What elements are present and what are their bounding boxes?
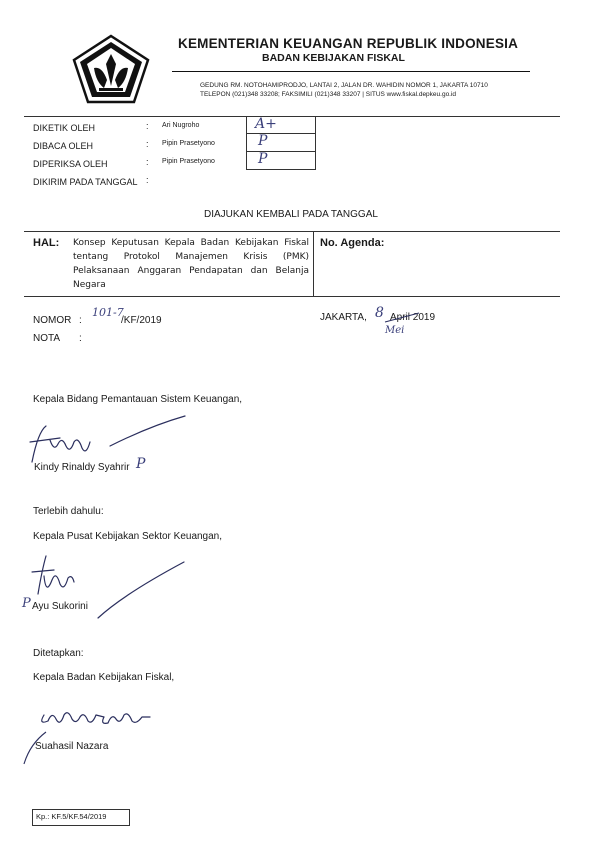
- routing-name-checked: Pipin Prasetyono: [162, 158, 215, 165]
- routing-colon: :: [146, 157, 149, 167]
- letter-month-year: April 2019: [390, 312, 436, 323]
- subject-line-2: tentang Protokol Manajemen Krisis (PMK): [73, 252, 309, 262]
- initial-typed: A+: [255, 116, 277, 132]
- subject-line-1: Konsep Keputusan Kepala Badan Kebijakan Fiskal: [73, 238, 309, 248]
- letter-date-note: Mei: [385, 325, 405, 336]
- address-line-2: TELEPON (021)348 33208; FAKSIMILI (021)348 33207 | SITUS www.fiskal.depkeu.go.id: [200, 91, 457, 98]
- nota-label: NOTA: [33, 333, 61, 344]
- agency-logo: [72, 34, 150, 104]
- routing-label-typed: DIKETIK OLEH: [33, 123, 96, 133]
- signer1-title: Kepala Bidang Pemantauan Sistem Keuangan,: [33, 394, 243, 405]
- routing-colon: :: [146, 139, 149, 149]
- signer3-name: Suahasil Nazara: [35, 741, 109, 752]
- agency-name: BADAN KEBIJAKAN FISKAL: [262, 52, 405, 64]
- subject-label: HAL:: [33, 237, 60, 249]
- signer2-initial: P: [22, 596, 31, 611]
- routing-label-sent: DIKIRIM PADA TANGGAL: [33, 177, 138, 187]
- subject-divider: [313, 231, 314, 296]
- nomor-handwritten: 101-7: [92, 306, 124, 319]
- agenda-label: No. Agenda:: [320, 237, 385, 249]
- nomor-suffix: /KF/2019: [121, 315, 162, 326]
- signer1-initial: P: [136, 456, 146, 472]
- decided-label: Ditetapkan:: [33, 648, 84, 659]
- footer-code: Kp.: KF.5/KF.54/2019: [36, 812, 107, 821]
- signer1-name: Kindy Rinaldy Syahrir: [34, 462, 130, 473]
- prior-label: Terlebih dahulu:: [33, 506, 104, 517]
- signer2-name: Ayu Sukorini: [32, 601, 88, 612]
- resubmit-label: DIAJUKAN KEMBALI PADA TANGGAL: [204, 209, 378, 220]
- signer3-title: Kepala Badan Kebijakan Fiskal,: [33, 672, 175, 683]
- routing-label-read: DIBACA OLEH: [33, 141, 94, 151]
- letter-place: JAKARTA,: [320, 312, 367, 323]
- date-strike-mark: [383, 310, 423, 326]
- nota-colon: :: [79, 333, 82, 344]
- initial-read: P: [258, 133, 268, 149]
- routing-name-read: Pipin Prasetyono: [162, 140, 215, 147]
- address-line-1: GEDUNG RM. NOTOHAMIPRODJO, LANTAI 2, JALAN DR. WAHIDIN NOMOR 1, JAKARTA 10710: [200, 82, 488, 89]
- signature-3: [34, 695, 174, 735]
- initials-divider: [246, 133, 315, 134]
- nomor-label: NOMOR: [33, 315, 72, 326]
- routing-colon: :: [146, 175, 149, 185]
- initial-checked: P: [258, 151, 268, 167]
- subject-line-4: Negara: [73, 280, 106, 290]
- routing-label-checked: DIPERIKSA OLEH: [33, 159, 108, 169]
- ministry-name: KEMENTERIAN KEUANGAN REPUBLIK INDONESIA: [178, 36, 519, 51]
- signer2-title: Kepala Pusat Kebijakan Sektor Keuangan,: [33, 531, 223, 542]
- initials-divider: [246, 151, 315, 152]
- letter-day: 8: [375, 305, 384, 321]
- subject-line-3: Pelaksanaan Anggaran Pendapatan dan Belanja: [73, 266, 309, 276]
- routing-colon: :: [146, 121, 149, 131]
- routing-name-typed: Ari Nugroho: [162, 122, 200, 129]
- header-rule: [172, 71, 530, 72]
- nomor-colon: :: [79, 315, 82, 326]
